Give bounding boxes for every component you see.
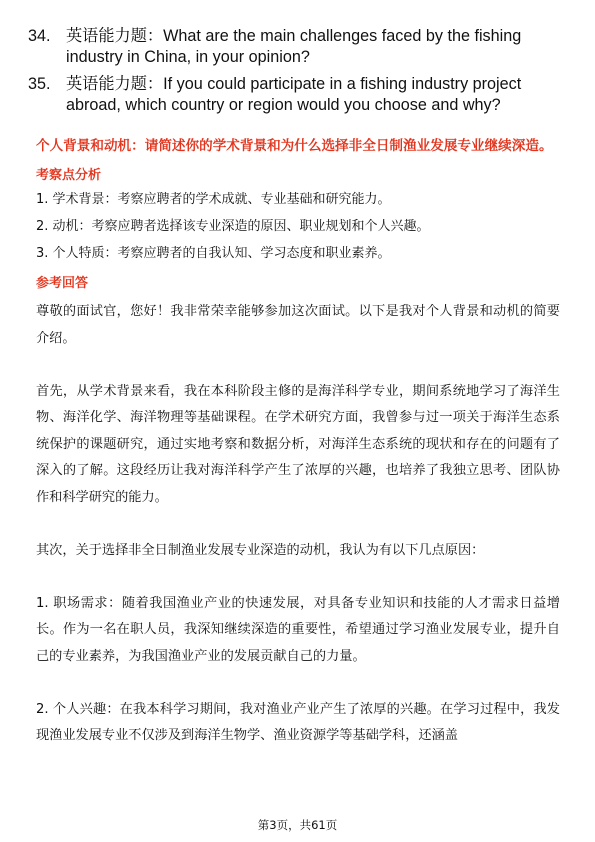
topic-heading: 个人背景和动机：请简述你的学术背景和为什么选择非全日制渔业发展专业继续深造。 — [36, 138, 553, 154]
paragraph-gap — [36, 352, 560, 379]
analysis-point: 1. 学术背景：考察应聘者的学术成就、专业基础和研究能力。 — [36, 192, 391, 207]
answer-paragraph-intro: 尊敬的面试官，您好！我非常荣幸能够参加这次面试。以下是我对个人背景和动机的简要介绍。 — [36, 304, 560, 346]
paragraph-gap — [36, 511, 560, 538]
question-text: 英语能力题：If you could participate in a fishing industry project abroad, which country or region would you choose and why? — [66, 75, 522, 114]
analysis-point: 2. 动机：考察应聘者选择该专业深造的原因、职业规划和个人兴趣。 — [36, 219, 430, 234]
answer-paragraph-career: 1. 职场需求：随着我国渔业产业的快速发展，对具备专业知识和技能的人才需求日益增长。作为一名在职人员，我深知继续深造的重要性，希望通过学习渔业发展专业，提升自己的专业素养，为我国渔业产业的发展贡献自己的力量。 — [36, 595, 560, 664]
question-item — [28, 26, 568, 68]
answer-paragraph-motivation: 其次，关于选择非全日制渔业发展专业深造的动机，我认为有以下几点原因： — [36, 542, 485, 558]
main-content — [36, 136, 560, 750]
answer-title: 参考回答 — [36, 276, 89, 291]
question-text: 英语能力题：What are the main challenges faced by the fishing industry in China, in your opinion? — [66, 27, 522, 66]
question-list — [28, 26, 568, 122]
page-footer: 第3页，共61页 — [257, 818, 338, 832]
question-item — [28, 74, 568, 116]
question-number: 35. — [28, 75, 51, 93]
paragraph-gap — [36, 564, 560, 591]
question-number: 34. — [28, 27, 51, 45]
paragraph-gap — [36, 670, 560, 697]
answer-paragraph-interest: 2. 个人兴趣：在我本科学习期间，我对渔业产业产生了浓厚的兴趣。在学习过程中，我发现渔业发展专业不仅涉及到海洋生物学、渔业资源学等基础学科，还涵盖 — [36, 701, 560, 743]
analysis-point: 3. 个人特质：考察应聘者的自我认知、学习态度和职业素养。 — [36, 246, 391, 261]
answer-paragraph-background: 首先，从学术背景来看，我在本科阶段主修的是海洋科学专业，期间系统地学习了海洋生物、海洋化学、海洋物理等基础课程。在学术研究方面，我曾参与过一项关于海洋生态系统保护的课题研究，通过实地考察和数据分析，对海洋生态系统的现状和存在的问题有了深入的了解。这段经历让我对海洋科学产生了浓厚的兴趣，也培养了我独立思考、团队协作和科学研究的能力。 — [36, 383, 560, 505]
analysis-title: 考察点分析 — [36, 168, 102, 183]
analysis-points — [36, 191, 560, 263]
